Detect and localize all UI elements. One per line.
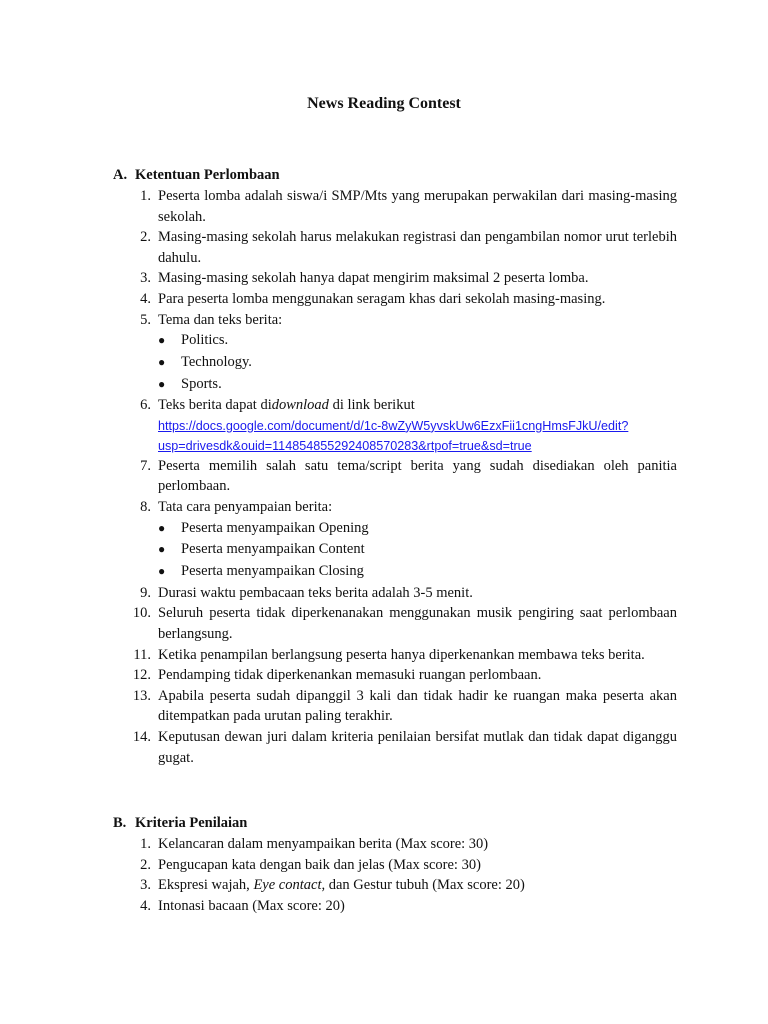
bullet-text: Peserta menyampaikan Content: [181, 541, 365, 558]
link-line: https://docs.google.com/document/d/1c-8wZyW5yvskUw6EzxFii1cngHmsFJkU/edit?: [158, 418, 629, 433]
list-item: [113, 310, 677, 396]
list-item: [113, 603, 677, 644]
bullet-icon: ●: [158, 542, 166, 557]
bullet-item: [158, 374, 677, 396]
item-text: Masing-masing sekolah hanya dapat mengirim maksimal 2 peserta lomba.: [158, 270, 589, 287]
item-number: 2.: [140, 856, 151, 873]
section-a-title: Ketentuan Perlombaan: [135, 167, 280, 183]
item-number: 9.: [140, 584, 151, 601]
item-text: Peserta memilih salah satu tema/script berita yang sudah disediakan oleh panitia perlombaan.: [158, 457, 677, 495]
list-item: [113, 227, 677, 268]
item-number: 8.: [140, 499, 151, 516]
bullet-list: [158, 330, 677, 395]
section-a-heading: [113, 165, 280, 185]
item-text: Ekspresi wajah,: [158, 877, 254, 894]
item-number: 14.: [132, 728, 151, 745]
list-item: [113, 875, 677, 896]
item-text: Keputusan dewan juri dalam kriteria penilaian bersifat mutlak dan tidak dapat diganggu gugat.: [158, 728, 677, 766]
bullet-item: [158, 330, 677, 352]
item-text: Masing-masing sekolah harus melakukan registrasi dan pengambilan nomor urut terlebih dahulu.: [158, 229, 677, 266]
list-item: [113, 855, 677, 876]
section-a-letter: A.: [113, 167, 128, 183]
list-item: [113, 289, 677, 310]
item-number: 3.: [140, 877, 151, 894]
bullet-text: Peserta menyampaikan Opening: [181, 519, 369, 536]
bullet-icon: ●: [158, 564, 166, 579]
item-number: 3.: [140, 270, 151, 287]
item-number: 5.: [140, 311, 151, 328]
item-text: Peserta lomba adalah siswa/i SMP/Mts yang merupakan perwakilan dari masing-masing sekolah.: [158, 188, 677, 225]
item-text: Apabila peserta sudah dipanggil 3 kali dan tidak hadir ke ruangan maka peserta akan ditempatkan pada urutan paling terakhir.: [158, 687, 677, 725]
bullet-item: [158, 518, 677, 540]
item-text: Para peserta lomba menggunakan seragam khas dari sekolah masing-masing.: [158, 290, 606, 307]
section-b-letter: B.: [113, 815, 127, 831]
list-item: [113, 665, 677, 686]
item-text: Durasi waktu pembacaan teks berita adalah 3-5 menit.: [158, 584, 473, 601]
item-number: 1.: [140, 188, 151, 204]
section-b-title: Kriteria Penilaian: [135, 815, 248, 831]
item-number: 12.: [132, 667, 151, 684]
link-line: usp=drivesdk&ouid=114854855292408570283&rtpof=true&sd=true: [158, 438, 532, 453]
download-link[interactable]: [158, 416, 677, 456]
bullet-text: Sports.: [181, 375, 222, 392]
item-text: Pengucapan kata dengan baik dan jelas (Max score: 30): [158, 856, 481, 873]
bullet-icon: ●: [158, 333, 166, 348]
item-number: 4.: [140, 290, 151, 307]
list-item: [113, 497, 677, 583]
bullet-list: [158, 518, 677, 583]
list-item: [113, 686, 677, 727]
item-number: 7.: [140, 457, 151, 474]
item-text: Seluruh peserta tidak diperkenanakan menggunakan musik pengiring saat perlombaan berlangsung.: [158, 605, 677, 642]
item-number: 11.: [133, 646, 151, 663]
item-number: 6.: [140, 397, 151, 414]
item-number: 10.: [132, 605, 151, 622]
item-text-italic: download: [271, 397, 329, 414]
item-text-italic: Eye contact,: [253, 877, 326, 894]
list-item: [113, 268, 677, 289]
item-text: Teks berita dapat di: [158, 397, 272, 414]
list-item: [113, 834, 677, 855]
list-item: [113, 645, 677, 666]
item-text: di link berikut: [328, 397, 415, 414]
item-text: Intonasi bacaan (Max score: 20): [158, 897, 345, 914]
bullet-text: Technology.: [181, 353, 252, 370]
item-text: dan Gestur tubuh (Max score: 20): [325, 877, 525, 894]
bullet-icon: ●: [158, 376, 166, 391]
item-number: 1.: [140, 836, 151, 852]
section-a-list: [113, 186, 677, 768]
item-text: Pendamping tidak diperkenankan memasuki ruangan perlombaan.: [158, 667, 542, 684]
bullet-item: [158, 561, 677, 583]
item-number: 4.: [140, 897, 151, 914]
item-text: Tema dan teks berita:: [158, 311, 283, 328]
list-item: [113, 583, 677, 604]
bullet-item: [158, 352, 677, 374]
item-text: Tata cara penyampaian berita:: [158, 499, 333, 516]
list-item: [113, 456, 677, 497]
bullet-item: [158, 539, 677, 561]
item-text: Ketika penampilan berlangsung peserta hanya diperkenankan membawa teks berita.: [158, 646, 645, 663]
item-number: 2.: [140, 229, 151, 246]
bullet-icon: ●: [158, 354, 166, 369]
list-item: [113, 727, 677, 768]
bullet-text: Peserta menyampaikan Closing: [181, 563, 364, 580]
bullet-icon: ●: [158, 520, 166, 535]
item-text: Kelancaran dalam menyampaikan berita (Max score: 30): [158, 836, 489, 852]
section-b-heading: [113, 813, 247, 833]
page-title: News Reading Contest: [307, 95, 461, 112]
list-item: [113, 395, 677, 456]
bullet-text: Politics.: [181, 332, 229, 349]
item-number: 13.: [132, 687, 151, 704]
section-b-list: [113, 834, 677, 916]
list-item: [113, 186, 677, 227]
list-item: [113, 896, 677, 917]
